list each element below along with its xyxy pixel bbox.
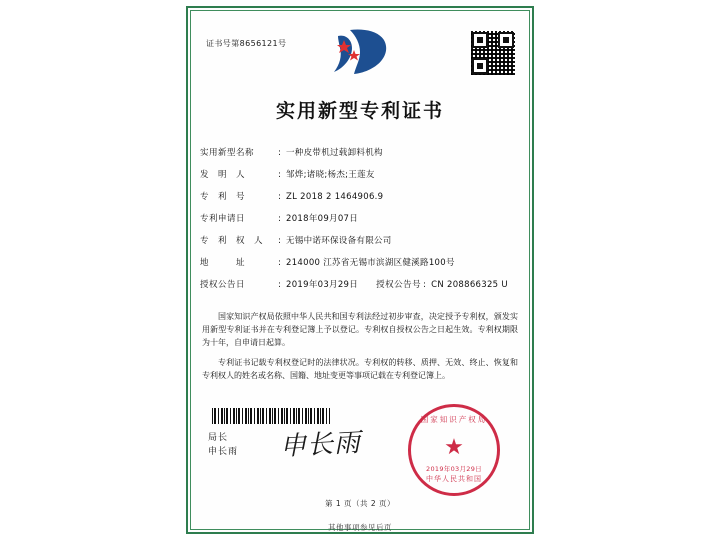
signature-title: 局长 <box>208 433 229 443</box>
field-address-colon: : <box>278 258 281 269</box>
certificate-body <box>202 310 518 388</box>
seal-date: 2019年03月29日 <box>426 465 482 473</box>
seal-text-top: 国家知识产权局 <box>420 415 488 424</box>
field-grant-announcement <box>200 280 522 291</box>
field-inventors-label: 发 明 人 <box>200 170 246 181</box>
field-grant-number-colon: : <box>423 280 426 291</box>
field-inventors <box>200 170 522 181</box>
qr-code-icon <box>470 30 516 76</box>
field-grant-number-label: 授权公告号 <box>376 280 422 291</box>
barcode <box>212 408 330 424</box>
field-utility-model-name <box>200 148 522 159</box>
page-title: 实用新型专利证书 <box>275 100 444 122</box>
field-address-value: 214000 江苏省无锡市滨湖区健溪路100号 <box>286 258 455 269</box>
field-inventors-colon: : <box>278 170 281 181</box>
field-patent-number-colon: : <box>278 192 281 203</box>
certificate-header <box>190 24 530 86</box>
field-utility-model-name-value: 一种皮带机过载卸料机构 <box>286 148 383 158</box>
field-grant-date-label: 授权公告日 <box>200 280 246 291</box>
field-patentee-label: 专 利 权 人 <box>200 236 264 247</box>
field-patent-number-value: ZL 2018 2 1464906.9 <box>286 192 384 203</box>
field-patentee-colon: : <box>278 236 281 247</box>
certificate-number: 证书号第8656121号 <box>206 39 287 48</box>
field-address <box>200 258 522 269</box>
official-seal <box>408 404 500 496</box>
bottom-caption: 其他事项参见后页 <box>328 523 392 532</box>
signature-name: 申长雨 <box>208 446 239 457</box>
patent-office-emblem-icon <box>326 26 390 78</box>
field-application-date-label: 专利申请日 <box>200 214 246 225</box>
field-application-date <box>200 214 522 225</box>
field-patent-number <box>200 192 522 203</box>
certificate-fields <box>200 148 522 302</box>
body-paragraph-1: 国家知识产权局依照中华人民共和国专利法经过初步审查，决定授予专利权，颁发实用新型专利证书并在专利登记簿上予以登记。专利权自授权公告之日起生效。专利权期限为十年，自申请日起算。 <box>202 312 518 348</box>
seal-star-icon: ★ <box>444 435 464 461</box>
signature-block <box>208 427 368 463</box>
field-application-date-colon: : <box>278 214 281 225</box>
body-paragraph-2: 专利证书记载专利权登记时的法律状况。专利权的转移、质押、无效、终止、恢复和专利权人的姓名或名称、国籍、地址变更等事项记载在专利登记簿上。 <box>202 357 518 380</box>
page-number: 第 1 页（共 2 页） <box>324 499 396 508</box>
seal-text-bottom: 中华人民共和国 <box>426 475 482 483</box>
signature-handwriting: 申长雨 <box>279 427 362 463</box>
field-address-label: 地 址 <box>200 258 246 269</box>
field-application-date-value: 2018年09月07日 <box>286 214 359 225</box>
field-utility-model-name-label: 实用新型名称 <box>200 148 255 158</box>
field-utility-model-name-colon: : <box>278 148 281 158</box>
field-grant-date-colon: : <box>278 280 281 291</box>
field-patent-number-label: 专 利 号 <box>200 192 246 203</box>
field-patentee-value: 无锡中诺环保设备有限公司 <box>286 236 392 247</box>
field-patentee <box>200 236 522 247</box>
field-grant-number-value: CN 208866325 U <box>431 280 508 291</box>
field-inventors-value: 邹烨;诸晓;杨杰;王莲友 <box>286 170 375 181</box>
field-grant-date-value: 2019年03月29日 <box>286 280 359 291</box>
